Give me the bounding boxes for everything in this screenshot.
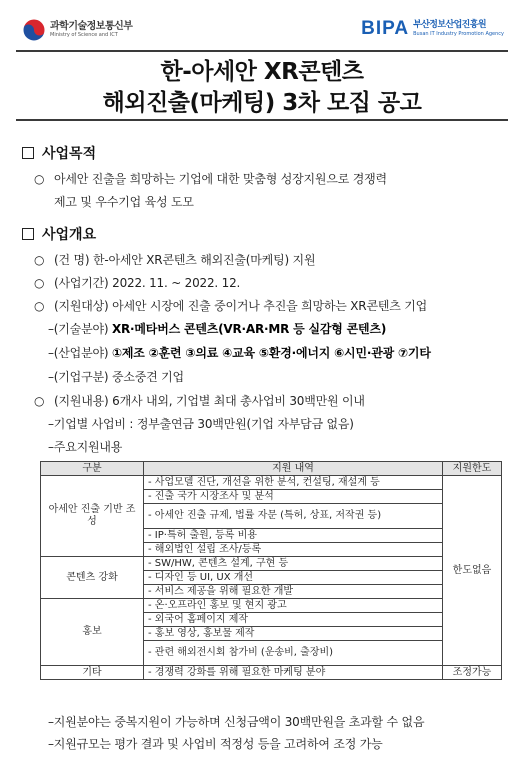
table-item: - 외국어 홈페이지 제작 — [144, 613, 443, 627]
section-title: 사업개요 — [42, 227, 97, 243]
table-category: 아세안 진출 기반 조성 — [41, 476, 144, 557]
table-limit-main: 한도없음 — [443, 476, 502, 666]
bullet-circle-icon: ○ — [34, 253, 45, 267]
table-header-row — [41, 462, 502, 476]
table-item: - 관련 해외전시회 참가비 (운송비, 출장비) — [144, 641, 443, 666]
industry-label: –(산업분야) — [48, 346, 112, 360]
bipa-logo — [361, 18, 504, 40]
taeguk-emblem-icon — [22, 18, 46, 42]
table-header-details: 지원 내역 — [144, 462, 443, 476]
checkbox-square-icon — [22, 147, 34, 159]
overview-period — [34, 274, 240, 291]
note-1: –지원분야는 중복지원이 가능하며 신청금액이 30백만원을 초과할 수 없음 — [48, 715, 425, 729]
table-item: - 디자인 등 UI, UX 개선 — [144, 571, 443, 585]
overview-company: –(기업구분) 중소중견 기업 — [48, 370, 184, 384]
purpose-line-1 — [34, 170, 387, 187]
table-header-limit: 지원한도 — [443, 462, 502, 476]
org-name-en: Busan IT Industry Promotion Agency — [413, 31, 504, 37]
title-rule-bottom — [16, 119, 508, 121]
table-item: - IP·특허 출원, 등록 비용 — [144, 529, 443, 543]
purpose-line-2: 제고 및 우수기업 육성 도모 — [54, 195, 194, 209]
ministry-name-en: Ministry of Science and ICT — [50, 32, 118, 38]
overview-name — [34, 251, 315, 268]
page-title-line1: 한-아세안 XR콘텐츠 — [160, 59, 364, 85]
table-row — [41, 476, 502, 490]
purpose-text: 아세안 진출을 희망하는 기업에 대한 맞춤형 성장지원으로 경쟁력 — [54, 172, 387, 186]
table-item: - 진출 국가 시장조사 및 분석 — [144, 490, 443, 504]
overview-content — [34, 392, 365, 409]
overview-period-text: (사업기간) 2022. 11. ~ 2022. 12. — [54, 276, 241, 290]
overview-main-content: –주요지원내용 — [48, 440, 123, 454]
page-title-line2: 해외진출(마케팅) 3차 모집 공고 — [102, 90, 422, 116]
table-item: - SW/HW, 콘텐츠 설계, 구현 등 — [144, 557, 443, 571]
table-limit-other: 조정가능 — [443, 666, 502, 680]
overview-target-text: (지원대상) 아세안 시장에 진출 중이거나 추진을 희망하는 XR콘텐츠 기업 — [54, 299, 428, 313]
overview-name-text: (건 명) 한-아세안 XR콘텐츠 해외진출(마케팅) 지원 — [54, 253, 316, 267]
section-purpose-heading — [22, 143, 96, 163]
table-category: 홍보 — [41, 599, 144, 666]
section-title: 사업목적 — [42, 146, 97, 162]
overview-industry-field — [48, 344, 431, 361]
table-category: 콘텐츠 강화 — [41, 557, 144, 599]
org-abbr: BIPA — [361, 18, 410, 39]
table-row — [41, 557, 502, 571]
overview-content-text: (지원내용) 6개사 내외, 기업별 최대 총사업비 30백만원 이내 — [54, 394, 365, 408]
tech-label: –(기술분야) — [48, 322, 112, 336]
note-2: –지원규모는 평가 결과 및 사업비 적정성 등을 고려하여 조정 가능 — [48, 737, 383, 751]
bullet-circle-icon: ○ — [34, 172, 45, 186]
overview-tech-field — [48, 320, 386, 337]
industry-value: ①제조 ②훈련 ③의료 ④교육 ⑤환경·에너지 ⑥시민·관광 ⑦기타 — [111, 346, 431, 360]
ministry-logo — [22, 18, 132, 42]
overview-budget: –기업별 사업비 : 정부출연금 30백만원(기업 자부담금 없음) — [48, 417, 354, 431]
table-row — [41, 599, 502, 613]
table-item: - 서비스 제공을 위해 필요한 개발 — [144, 585, 443, 599]
checkbox-square-icon — [22, 228, 34, 240]
table-item: - 온·오프라인 홍보 및 현지 광고 — [144, 599, 443, 613]
table-category: 기타 — [41, 666, 144, 680]
support-table — [40, 461, 502, 680]
table-item: - 홍보 영상, 홍보물 제작 — [144, 627, 443, 641]
table-header-category: 구분 — [41, 462, 144, 476]
title-rule-top — [16, 50, 508, 52]
ministry-name-ko: 과학기술정보통신부 — [50, 21, 133, 32]
section-overview-heading — [22, 224, 96, 244]
table-row — [41, 666, 502, 680]
bullet-circle-icon: ○ — [34, 299, 45, 313]
tech-value: XR·메타버스 콘텐츠(VR·AR·MR 등 실감형 콘텐츠) — [111, 322, 387, 336]
bullet-circle-icon: ○ — [34, 394, 45, 408]
table-item: - 아세안 진출 규제, 법률 자문 (특허, 상표, 저작권 등) — [144, 504, 443, 529]
bullet-circle-icon: ○ — [34, 276, 45, 290]
table-item: - 사업모델 진단, 개선을 위한 분석, 컨설팅, 재설계 등 — [144, 476, 443, 490]
table-item: - 경쟁력 강화를 위해 필요한 마케팅 분야 — [144, 666, 443, 680]
org-name-ko: 부산정보산업진흥원 — [413, 20, 486, 30]
table-item: - 해외법인 설립 조사/등록 — [144, 543, 443, 557]
overview-target — [34, 297, 427, 314]
